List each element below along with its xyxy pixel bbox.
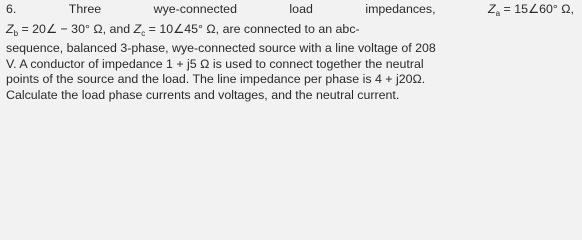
zb-symbol: Z <box>6 21 14 36</box>
zc-subscript: c <box>141 28 146 38</box>
zb-value: = 20∠ − 30° Ω, and <box>21 21 131 36</box>
zc-symbol: Z <box>133 21 142 36</box>
problem-line-3: sequence, balanced 3-phase, wye-connected source with a line voltage of 208 <box>6 41 436 55</box>
problem-line-2 <box>6 22 574 42</box>
za-symbol: Z <box>488 2 496 16</box>
problem-line-5: points of the source and the load. The line impedance per phase is 4 + j20Ω. <box>6 72 426 86</box>
za-expression <box>488 2 574 22</box>
zb-subscript: b <box>13 28 19 38</box>
word-impedances: impedances, <box>365 2 436 16</box>
problem-number: 6. <box>6 2 17 16</box>
word-load: load <box>289 2 313 16</box>
zc-value: = 10∠45° Ω, are connected to an abc- <box>148 21 360 36</box>
za-value: = 15∠60° Ω, <box>503 2 574 16</box>
zc-expression <box>134 22 360 42</box>
za-subscript: a <box>495 9 501 18</box>
problem-line-6: Calculate the load phase currents and voltages, and the neutral current. <box>6 87 400 102</box>
problem-line-1 <box>6 2 574 22</box>
zb-expression <box>6 22 130 42</box>
word-three: Three <box>68 2 102 16</box>
problem-line-4: V. A conductor of impedance 1 + j5 Ω is used to connect together the neutral <box>6 56 424 71</box>
word-wye-connected: wye-connected <box>153 2 237 16</box>
